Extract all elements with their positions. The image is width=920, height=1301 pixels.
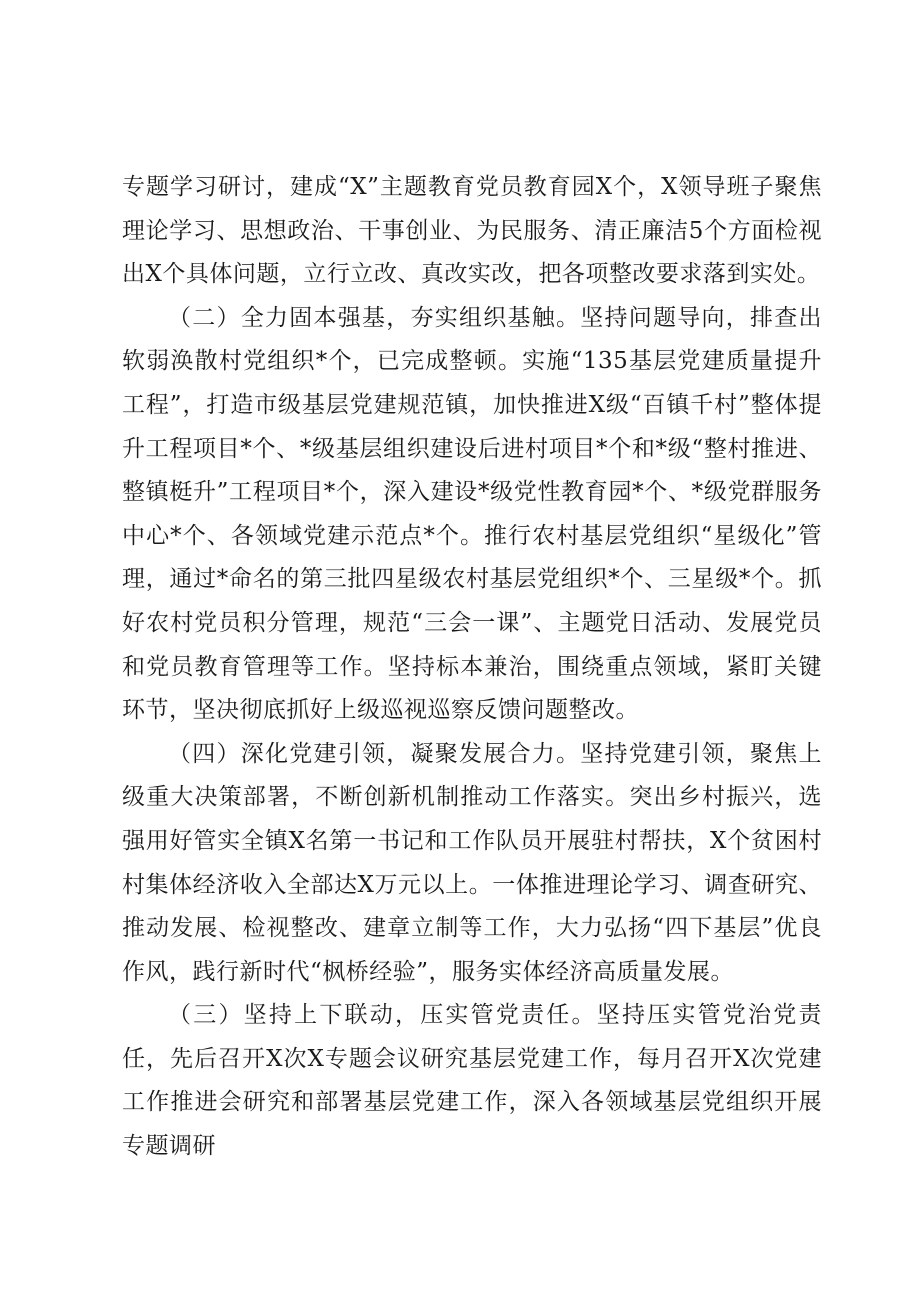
paragraph-continuation: 专题学习研讨，建成“X”主题教育党员教育园X个，X领导班子聚焦理论学习、思想政治、干事创业、为民服务、清正廉洁5个方面检视出X个具体问题，立行立改、真改实改，把各项整改要求落到实处。 xyxy=(122,174,822,288)
document-body xyxy=(122,166,822,1169)
paragraph-section-3: （三）坚持上下联动，压实管党责任。坚持压实管党治党责任，先后召开X次X专题会议研究基层党建工作，每月召开X次党建工作推进会研究和部署基层党建工作，深入各领域基层党组织开展专题调研 xyxy=(122,1002,822,1160)
paragraph-section-4: （四）深化党建引领，凝聚发展合力。坚持党建引领，聚焦上级重大决策部署，不断创新机制推动工作落实。突出乡村振兴，选强用好管实全镇X名第一书记和工作队员开展驻村帮扶，X个贫困村村集体经济收入全部达X万元以上。一体推进理论学习、调查研究、推动发展、检视整改、建章立制等工作，大力弘扬“四下基层”优良作风，践行新时代“枫桥经验”，服务实体经济高质量发展。 xyxy=(122,740,822,985)
paragraph-section-2: （二）全力固本强基，夯实组织基触。坚持问题导向，排查出软弱涣散村党组织*个，已完成整顿。实施“135基层党建质量提升工程”，打造市级基层党建规范镇，加快推进X级“百镇千村”整体提升工程项目*个、*级基层组织建设后进村项目*个和*级“整村推进、整镇梃升”工程项目*个，深入建设*级党性教育园*个、*级党群服务中心*个、各领域党建示范点*个。推行农村基层党组织“星级化”管理，通过*命名的第三批四星级农村基层党组织*个、三星级*个。抓好农村党员积分管理，规范“三会一课”、主题党日活动、发展党员和党员教育管理等工作。坚持标本兼治，围绕重点领域，紧盯关键环节，坚决彻底抓好上级巡视巡察反馈问题整改。 xyxy=(122,304,822,724)
